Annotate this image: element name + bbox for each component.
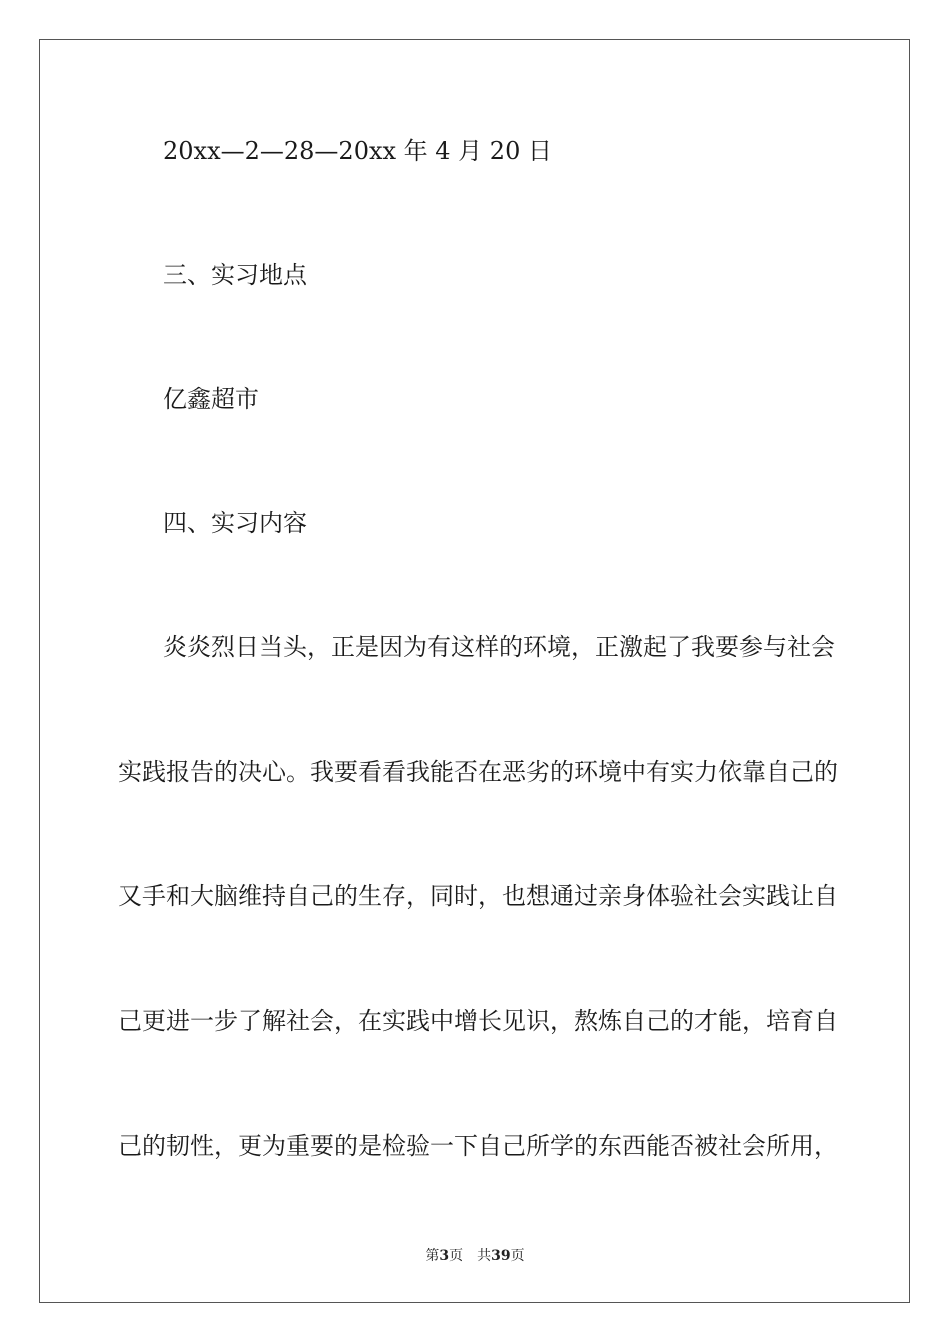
location-name: 亿鑫超市 — [163, 385, 259, 413]
body-text-line: 己的韧性，更为重要的是检验一下自己所学的东西能否被社会所用， — [118, 1132, 838, 1160]
date-range-line: 20xx—2—28—20xx 年 4 月 20 日 — [163, 137, 552, 165]
body-text-line: 炎炎烈日当头，正是因为有这样的环境，正激起了我要参与社会 — [163, 633, 835, 661]
total-prefix: 共 — [477, 1248, 492, 1264]
page-border — [39, 39, 910, 1303]
total-suffix: 页 — [510, 1248, 525, 1264]
page-footer — [0, 1246, 950, 1266]
body-text-line: 实践报告的决心。我要看看我能否在恶劣的环境中有实力依靠自己的 — [118, 758, 838, 786]
total-pages: 39 — [491, 1248, 511, 1264]
page-suffix: 页 — [449, 1248, 464, 1264]
page-number: 3 — [439, 1248, 450, 1264]
heading-internship-location: 三、实习地点 — [163, 261, 307, 289]
page-prefix: 第 — [425, 1248, 440, 1264]
body-text-line: 己更进一步了解社会，在实践中增长见识，熬炼自己的才能，培育自 — [118, 1007, 838, 1035]
body-text-line: 又手和大脑维持自己的生存，同时，也想通过亲身体验社会实践让自 — [118, 882, 838, 910]
heading-internship-content: 四、实习内容 — [163, 509, 307, 537]
